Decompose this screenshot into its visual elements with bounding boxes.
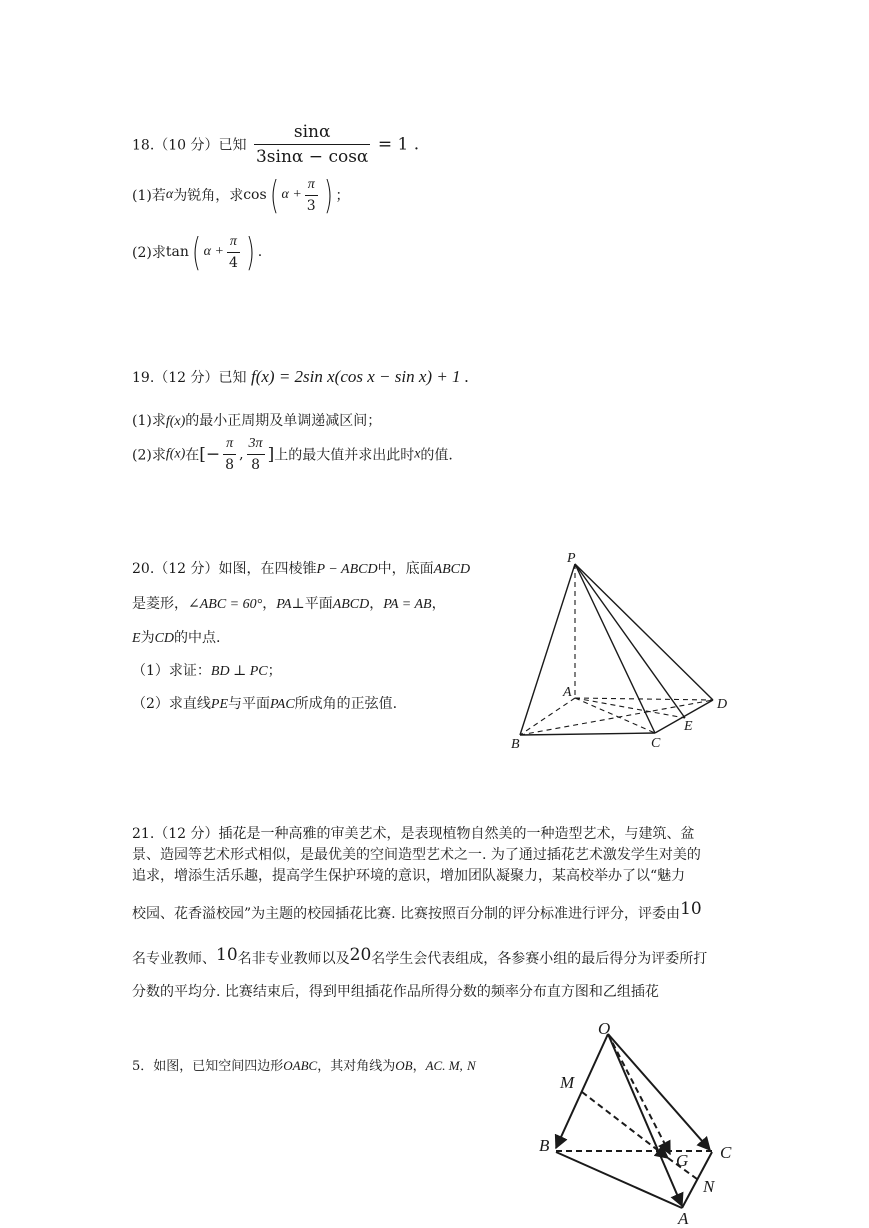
edge-PE [575, 564, 685, 718]
q18-p2-rparen: ) [245, 230, 255, 274]
q18-p1-arg: α + [281, 187, 302, 202]
q21-l4-text: 校园、花香溢校园”为主题的校园插花比赛. 比赛按照百分制的评分标准进行评分，评委由 [132, 906, 681, 922]
q18-p1-mid: 为锐角，求 [173, 188, 244, 204]
q19-p2-comma: , [239, 446, 244, 463]
q5-m3: AC. M, [425, 1058, 463, 1073]
q20-l5-mid: 与平面 [228, 696, 271, 712]
q19-p2-n2: 3π [247, 436, 265, 455]
q20-l3-post: 的中点. [174, 630, 221, 646]
q18-p1-den: 3 [306, 197, 316, 214]
q21-l5-b: 名非专业教师以及 [237, 951, 350, 967]
q20-l2-m1: ∠ABC = 60° [188, 597, 263, 612]
edge-AC-hidden [575, 698, 655, 733]
q18-p2-den: 4 [228, 254, 238, 271]
label-G: G [676, 1151, 689, 1170]
edge-AD-hidden [575, 698, 713, 700]
q5-mid: ，其对角线为 [317, 1059, 396, 1074]
q19-p1-pre: (1)求 [132, 413, 166, 429]
edge-AB-hidden [520, 698, 575, 735]
q18-p1-fn: cos [243, 187, 267, 203]
q20-l2-perp: ⊥平面 [291, 596, 333, 612]
q19-head: 19.（12 分）已知 [132, 370, 247, 386]
q19-p2-close: ] [267, 444, 275, 465]
edge-PB [520, 564, 575, 735]
q18-p2-num: π [227, 234, 240, 253]
q21-l5-n2: 20 [349, 945, 372, 965]
q20-line4 [132, 660, 282, 680]
q18-p2-fraction [227, 234, 240, 271]
q20-l1-m1: P − ABCD [316, 562, 378, 577]
q18-p1-lparen: ( [269, 173, 279, 217]
q20-l2-m4: PA = AB [383, 597, 432, 612]
q19-statement [132, 367, 469, 387]
q20-l2-pre: 是菱形， [132, 596, 188, 612]
q21-line5 [132, 945, 744, 967]
q20-l2-c1: ， [262, 596, 277, 612]
q21-line2: 景、造园等艺术形式相似，是最优美的空间造型艺术之一. 为了通过插花艺术激发学生对美的 [132, 847, 701, 863]
q5-m2: OB [395, 1058, 413, 1073]
q18-p1-pre: (1)若 [132, 188, 166, 204]
q20-line3 [132, 627, 220, 647]
q20-line1 [132, 558, 470, 578]
q18-p2-lparen: ( [191, 230, 201, 274]
q20-l3-mid: 为 [140, 630, 155, 646]
q18-p1-end: ； [335, 188, 350, 204]
q21-l5-a: 名专业教师、 [132, 951, 216, 967]
q5-text: 5．如图，已知空间四边形 [132, 1059, 284, 1074]
q20-l4-m: BD ⊥ PC [210, 664, 268, 679]
q19-p2-post: 上的最大值并求出此时 [274, 447, 415, 464]
q19-part1 [132, 410, 381, 430]
q20-l5-m2: PAC [270, 697, 295, 712]
q5-c1: ， [412, 1059, 426, 1074]
q19-p2-frac2 [247, 436, 265, 473]
q21-line3: 追求，增添生活乐趣，提高学生保护环境的意识，增加团队凝聚力，某高校举办了以“魅力 [132, 868, 686, 884]
q18-part1 [132, 173, 350, 217]
q20-l1-m2: ABCD [433, 562, 471, 577]
label-D: D [717, 697, 728, 712]
q18-fraction [254, 122, 370, 167]
q20-l5-pre: （2）求直线 [132, 696, 211, 712]
q20-l3-m: E [132, 631, 141, 646]
q5-m4: N [466, 1058, 476, 1073]
edge-PC [575, 564, 655, 733]
q20-l4-pre: （1）求证： [132, 663, 211, 679]
q18-frac-den: 3sinα − cosα [255, 147, 369, 167]
q19-formula: f(x) = 2sin x(cos x − sin x) + 1 . [250, 367, 470, 386]
q21-line1: 21.（12 分）插花是一种高雅的审美艺术，是表现植物自然美的一种造型艺术，与建筑、盆 [132, 826, 695, 842]
q19-p2-d2: 8 [251, 457, 261, 473]
q18-tail: = 1 . [377, 134, 420, 155]
label-C: C [720, 1143, 732, 1162]
q18-p2-fn: tan [165, 244, 189, 260]
q20-l2-c3: ， [431, 596, 446, 612]
q19-p2-end: 的值. [420, 447, 453, 464]
label-B: B [511, 737, 520, 752]
q21-l5-n1: 10 [216, 945, 238, 965]
q20-l1-mid: 中，底面 [377, 561, 434, 577]
q19-p2-d1: 8 [225, 457, 235, 473]
label-C: C [651, 736, 661, 751]
q20-l4-end: ； [267, 663, 282, 679]
label-A: A [563, 685, 572, 700]
q5-tetrahedron-figure [530, 1016, 740, 1226]
q20-pyramid-figure [505, 548, 745, 753]
q18-statement [132, 122, 419, 167]
q20-l2-c2: ， [369, 596, 384, 612]
label-P: P [567, 551, 576, 566]
q19-p2-open: [− [199, 444, 221, 465]
q18-head: 18.（10 分）已知 [132, 137, 247, 154]
q18-p1-num: π [305, 177, 318, 196]
q19-p2-mid: 在 [185, 447, 200, 464]
edge-PD [575, 564, 713, 700]
q19-p2-n1: π [223, 436, 236, 455]
q20-l1-pre: 20.（12 分）如图，在四棱锥 [132, 561, 317, 577]
q19-part2 [132, 436, 453, 473]
q21-line6: 分数的平均分. 比赛结束后，得到甲组插花作品所得分数的频率分布直方图和乙组插花 [132, 984, 659, 1000]
label-M: M [560, 1073, 575, 1092]
q21-l4-num: 10 [680, 899, 702, 919]
q18-p2-end: . [257, 244, 263, 260]
q21-l5-c: 名学生会代表组成，各参赛小组的最后得分为评委所打 [371, 951, 708, 967]
q18-p1-fraction [305, 177, 318, 214]
label-E: E [684, 719, 693, 734]
edge-BC [520, 733, 655, 735]
q20-line5 [132, 693, 397, 713]
label-N: N [703, 1177, 715, 1196]
q20-l5-m1: PE [210, 697, 229, 712]
q18-p1-rparen: ) [323, 173, 333, 217]
q18-p1-var: α [165, 187, 174, 202]
q18-frac-num: sinα [254, 122, 370, 145]
q21-line4 [132, 899, 744, 922]
q18-p2-arg: α + [203, 244, 224, 259]
q20-line2 [132, 593, 446, 613]
q20-l5-post: 所成角的正弦值. [294, 696, 398, 712]
q5-m1: OABC [283, 1058, 318, 1073]
q19-p2-fx: f(x) [165, 446, 186, 462]
q18-p2-pre: (2)求 [132, 245, 166, 261]
q19-p2-x: x [414, 446, 421, 462]
label-O: O [598, 1019, 611, 1038]
q18-part2 [132, 230, 263, 274]
q20-l2-m2: PA [276, 597, 292, 612]
q5-statement [132, 1055, 520, 1074]
q20-l2-m3: ABCD [332, 597, 370, 612]
q19-p1-post: 的最小正周期及单调递减区间； [185, 413, 382, 429]
q19-p2-pre: (2)求 [132, 447, 166, 464]
q19-p2-frac1 [223, 436, 236, 473]
q19-p1-fx: f(x) [165, 414, 186, 429]
label-B: B [539, 1136, 550, 1155]
q20-l3-m2: CD [154, 631, 175, 646]
label-A: A [678, 1209, 689, 1226]
